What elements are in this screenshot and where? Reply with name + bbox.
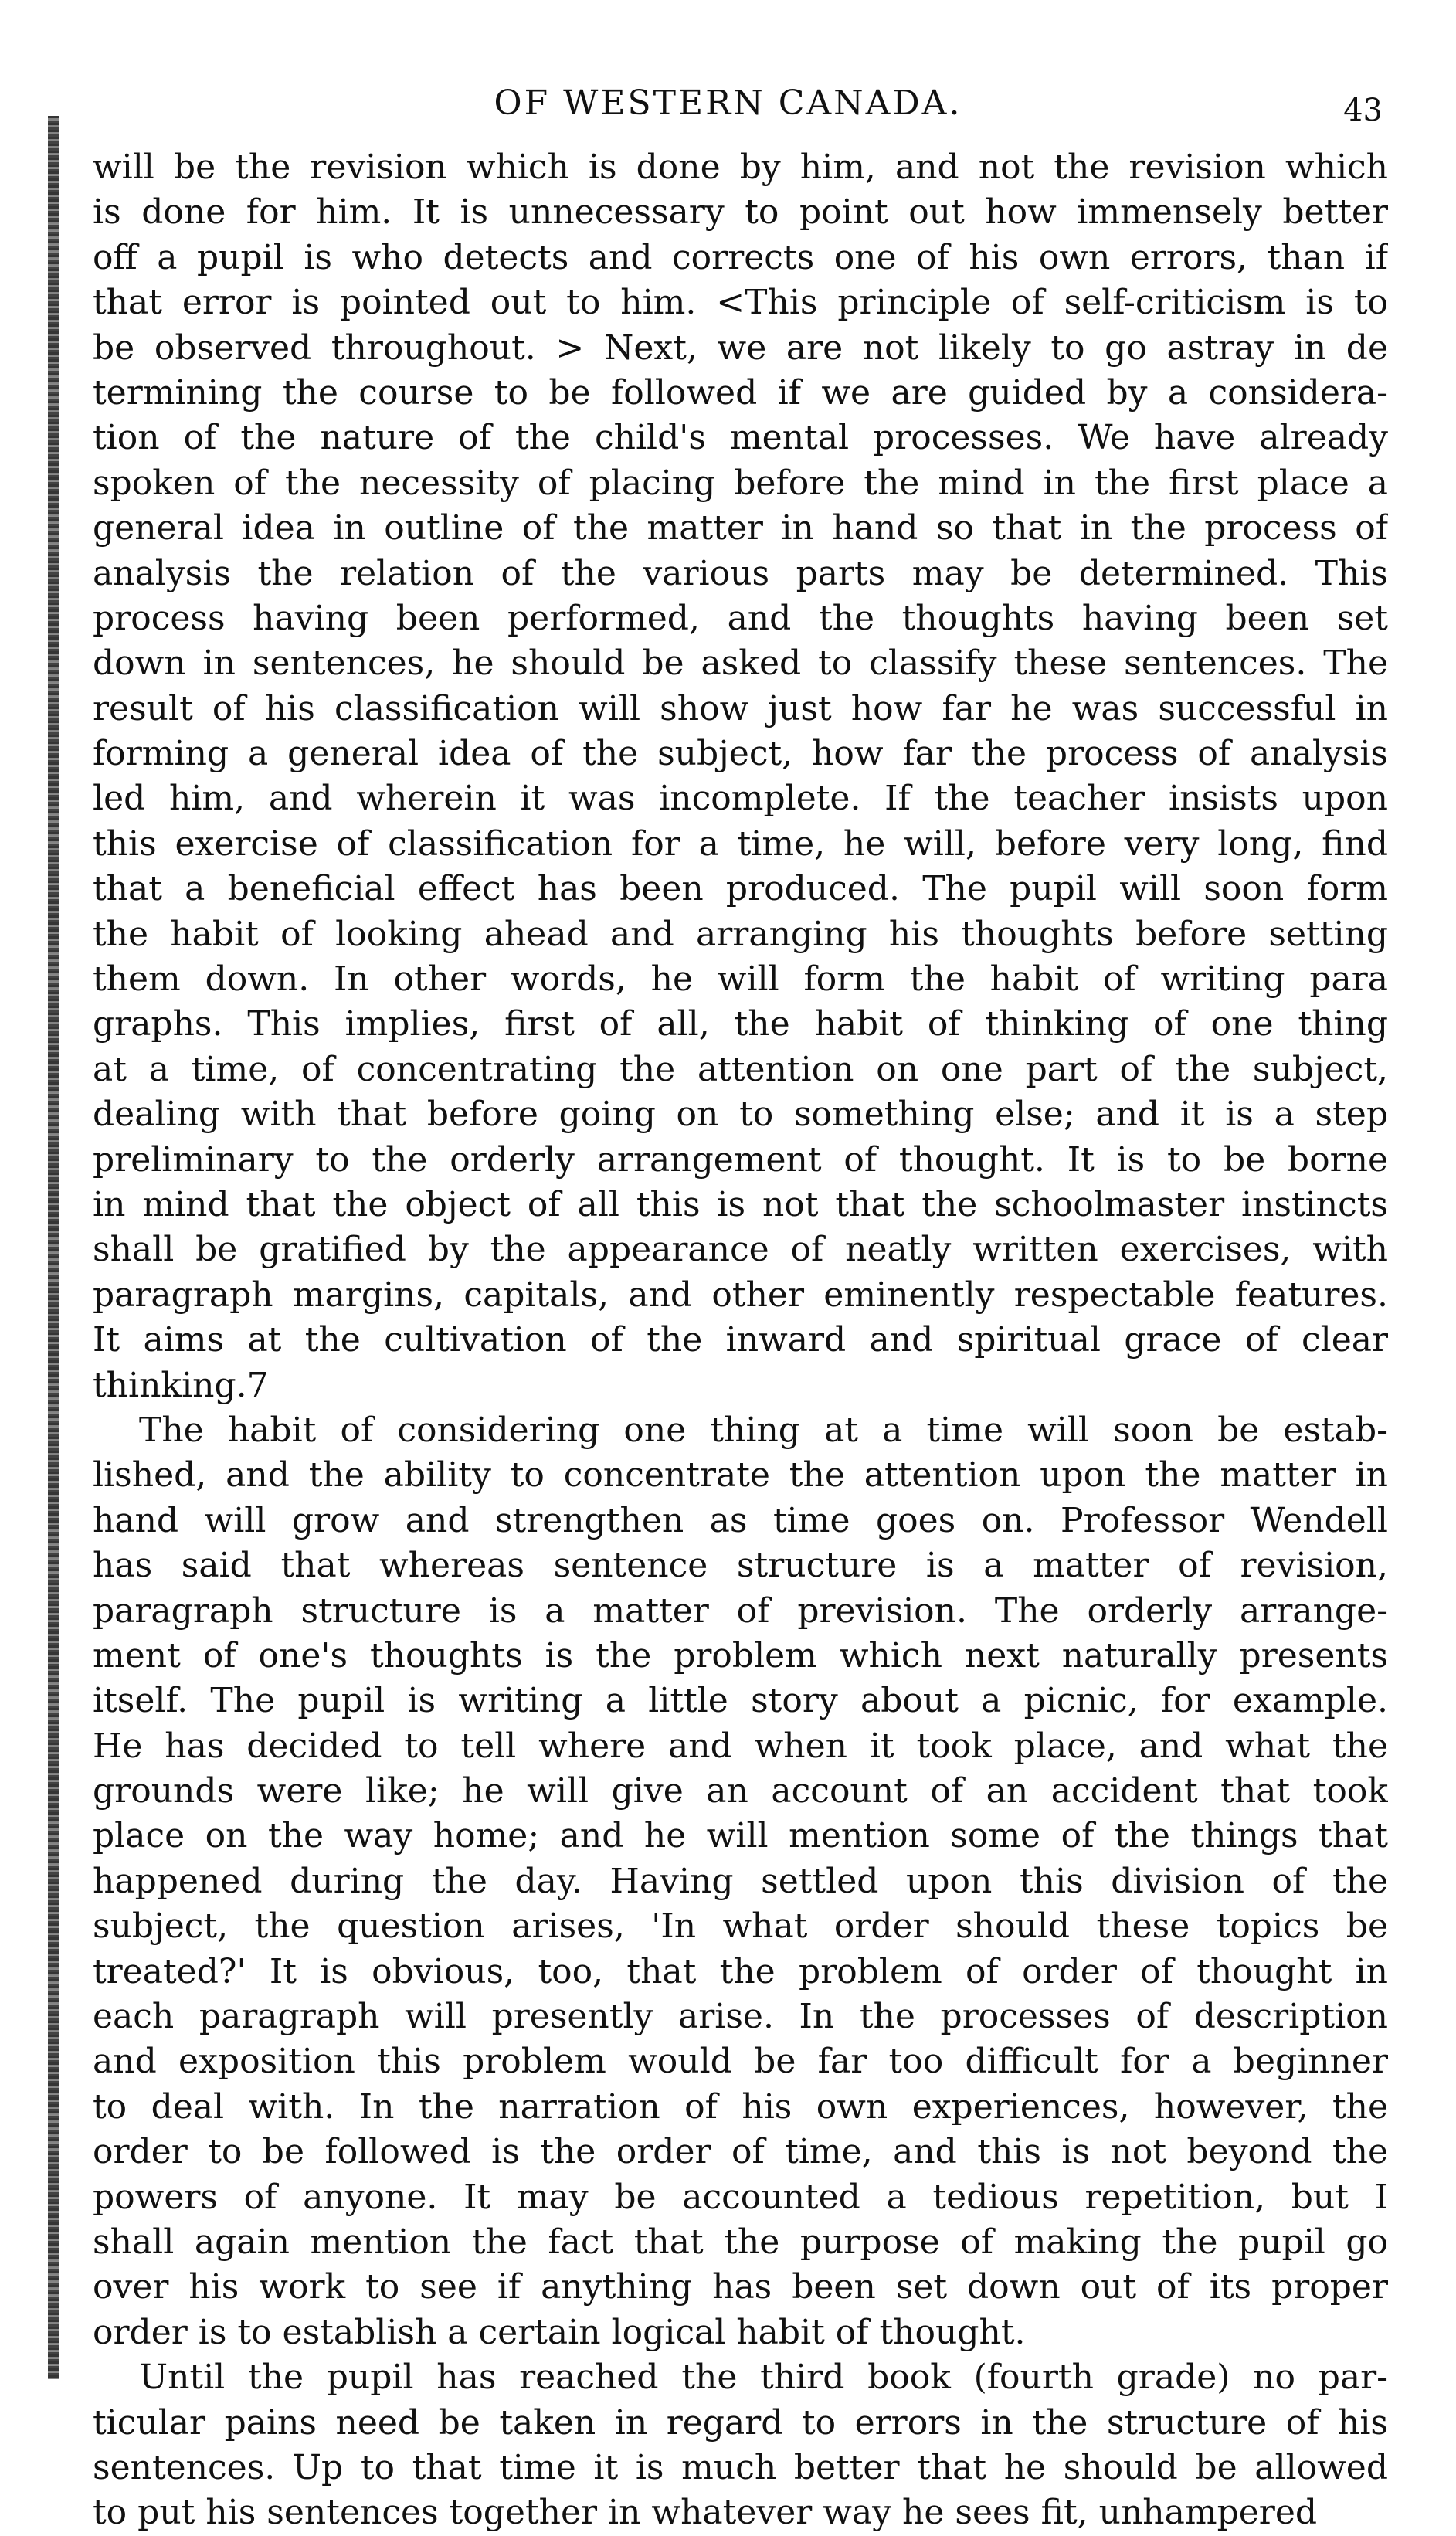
text-line: place on the way home; and he will mention some of the things that [93,1816,1388,1856]
text-line: over his work to see if anything has been set down out of its proper [93,2267,1388,2307]
text-line: at a time, of concentrating the attention on one part of the subject, [93,1049,1388,1089]
text-line: tion of the nature of the child's mental processes. We have already [93,418,1388,458]
text-line: this exercise of classification for a time, he will, before very long, find [93,823,1388,864]
text-line: termining the course to be followed if we are guided by a considera- [93,372,1388,412]
text-line: grounds were like; he will give an account of an accident that took [93,1771,1388,1811]
text-line: each paragraph will presently arise. In the processes of description [93,1997,1388,2037]
text-line: thinking.7 [93,1365,269,1405]
text-line: order is to establish a certain logical habit of thought. [93,2312,1026,2352]
text-line: The habit of considering one thing at a time will soon be estab- [139,1410,1388,1450]
text-line: shall be gratified by the appearance of neatly written exercises, with [93,1230,1388,1270]
text-line: the habit of looking ahead and arranging his thoughts before setting [93,914,1388,954]
text-line: process having been performed, and the thoughts having been set [93,598,1388,638]
text-line: ticular pains need be taken in regard to errors in the structure of his [93,2402,1388,2443]
text-line: has said that whereas sentence structure is a matter of revision, [93,1546,1388,1586]
text-line: lished, and the ability to concentrate the attention upon the matter in [93,1455,1388,1495]
text-line: result of his classification will show just how far he was successful in [93,688,1388,728]
text-line: paragraph margins, capitals, and other eminently respectable features. [93,1275,1388,1315]
text-line: sentences. Up to that time it is much better that he should be allowed [93,2447,1388,2487]
text-line: ment of one's thoughts is the problem which next naturally presents [93,1635,1388,1675]
text-line: will be the revision which is done by him, and not the revision which [93,148,1388,187]
text-line: order to be followed is the order of time, and this is not beyond the [93,2132,1388,2172]
text-line: to deal with. In the narration of his own experiences, however, the [93,2086,1388,2127]
text-line: paragraph structure is a matter of prevision. The orderly arrange- [93,1591,1388,1631]
text-line: that error is pointed out to him. <This principle of self-criticism is to [93,283,1388,323]
running-head: OF WESTERN CANADA. [494,83,962,123]
paragraph [93,145,1388,1408]
text-line: them down. In other words, he will form the habit of writing para [93,959,1388,1000]
text-line: is done for him. It is unnecessary to point out how immensely better [93,192,1388,233]
paragraph [93,1408,1388,2355]
text-line: in mind that the object of all this is not that the schoolmaster instincts [93,1184,1388,1224]
text-line: be observed throughout. > Next, we are not likely to go astray in de [93,328,1388,368]
text-line: analysis the relation of the various parts may be determined. This [93,553,1388,593]
text-line: He has decided to tell where and when it took place, and what the [93,1726,1388,1766]
text-line: that a beneficial effect has been produced. The pupil will soon form [93,869,1388,909]
text-line: shall again mention the fact that the purpose of making the pupil go [93,2222,1388,2262]
text-line: general idea in outline of the matter in hand so that in the process of [93,508,1388,548]
text-line: happened during the day. Having settled upon this division of the [93,1861,1388,1901]
text-line: to put his sentences together in whatever way he sees fit, unhampered [93,2493,1318,2533]
text-line: dealing with that before going on to something else; and it is a step [93,1095,1388,1135]
page-number: 43 [1343,93,1383,128]
text-line: spoken of the necessity of placing before the mind in the first place a [93,463,1388,503]
text-line: subject, the question arises, 'In what order should these topics be [93,1906,1388,1947]
text-line: graphs. This implies, first of all, the habit of thinking of one thing [93,1004,1388,1044]
text-line: Until the pupil has reached the third book (fourth grade) no par- [139,2358,1388,2398]
text-line: treated?' It is obvious, too, that the problem of order of thought in [93,1951,1388,1991]
text-line: It aims at the cultivation of the inward and spiritual grace of clear [93,1320,1388,1360]
body-text [93,145,1388,2536]
paragraph [93,2355,1388,2536]
text-line: forming a general idea of the subject, how far the process of analysis [93,734,1388,774]
text-line: down in sentences, he should be asked to classify these sentences. The [93,643,1388,684]
text-line: itself. The pupil is writing a little story about a picnic, for example. [93,1681,1388,1721]
binding-edge-shadow [48,116,59,2379]
text-line: and exposition this problem would be far too difficult for a beginner [93,2042,1388,2082]
text-line: hand will grow and strengthen as time goes on. Professor Wendell [93,1500,1388,1540]
text-line: off a pupil is who detects and corrects one of his own errors, than if [93,237,1388,277]
text-line: preliminary to the orderly arrangement of thought. It is to be borne [93,1139,1388,1180]
text-line: led him, and wherein it was incomplete. If the teacher insists upon [93,779,1388,819]
text-line: powers of anyone. It may be accounted a tedious repetition, but I [93,2177,1388,2217]
